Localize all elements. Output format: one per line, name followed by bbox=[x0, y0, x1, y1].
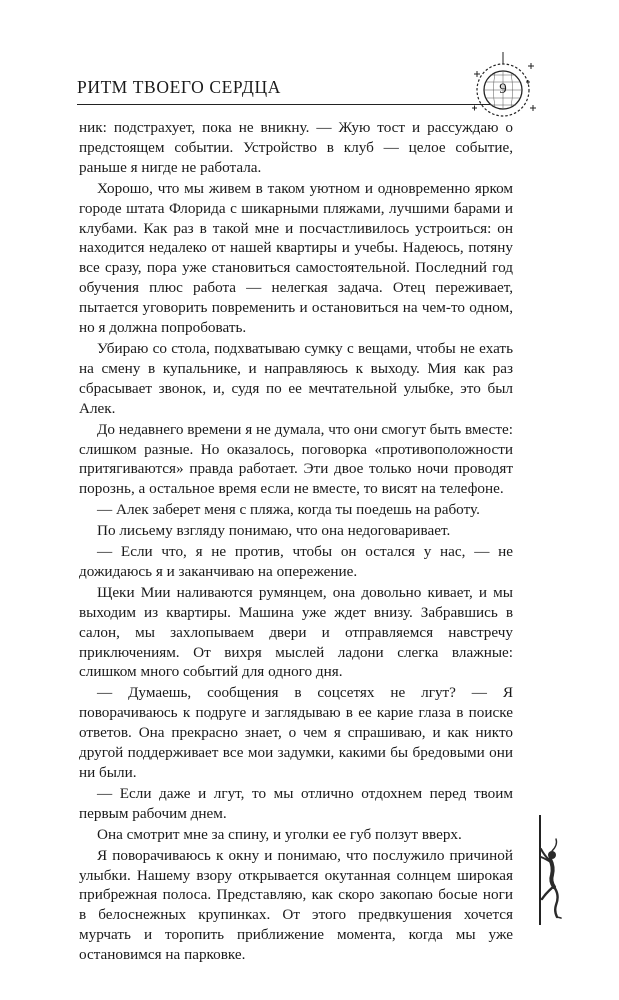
running-title: РИТМ ТВОЕГО СЕРДЦА bbox=[77, 77, 281, 97]
page-number: 9 bbox=[499, 81, 507, 97]
paragraph: Я поворачиваюсь к окну и понимаю, что послужило причиной улыбки. Нашему взору открывается окутанная солнцем широкая прибрежная полоса. Представляю, как скоро закопаю босые ноги в белоснежных крупинках. От этого предвкушения хочется мурчать и торопить приближение момента, когда мы уже остановимся на парковке. bbox=[79, 846, 513, 964]
paragraph: Она смотрит мне за спину, и уголки ее губ ползут вверх. bbox=[97, 825, 462, 843]
header-rule bbox=[77, 104, 514, 105]
pole-dancer-decoration bbox=[530, 815, 570, 925]
paragraph: ник: подстрахует, пока не вникну. — Жую тост и рассуждаю о предстоящем событии. Устройство в клуб — целое событие, раньше я нигде не работала. bbox=[79, 119, 513, 176]
paragraph: Хорошо, что мы живем в таком уютном и одновременно ярком городе штата Флорида с шикарными пляжами, лучшими барами и клубами. Как раз в такой мне и посчастливилось устроиться: он находится недалеко от нашей квартиры и учебы. Надеюсь, потяну все сразу, пора уже становиться самостоятельной. Последний год обучения плюс работа — нелегкая задача. Отец переживает, пытается уговорить повременить и остановиться на чем-то одном, но я должна попробовать. bbox=[79, 179, 513, 337]
pole-dancer-icon bbox=[530, 815, 570, 925]
paragraph: — Если даже и лгут, то мы отлично отдохнем перед твоим первым рабочим днем. bbox=[79, 784, 513, 822]
page-number-badge bbox=[466, 52, 540, 126]
paragraph: Щеки Мии наливаются румянцем, она довольно кивает, и мы выходим из квартиры. Машина уже ждет внизу. Забравшись в салон, мы захлопываем двери и отправляемся навстречу приключениям. От вихря мыслей ладони слегка влажные: слишком много событий для одного дня. bbox=[79, 583, 513, 681]
page-header bbox=[77, 70, 514, 106]
paragraph: — Алек заберет меня с пляжа, когда ты поедешь на работу. bbox=[97, 501, 480, 519]
paragraph: Убираю со стола, подхватываю сумку с вещами, чтобы не ехать на смену в купальнике, и направляюсь к выходу. Мия как раз сбрасывает звонок, и, судя по ее мечтательной улыбке, это был Алек. bbox=[79, 339, 513, 417]
body-text bbox=[79, 118, 513, 965]
paragraph: До недавнего времени я не думала, что они смогут быть вместе: слишком разные. Но оказалось, поговорка «противоположности притягиваются» правда работает. Эти двое только ночи проводят порознь, а остальное время если не вместе, то висят на телефоне. bbox=[79, 420, 513, 498]
paragraph: — Думаешь, сообщения в соцсетях не лгут? — Я поворачиваюсь к подруге и заглядываю в ее карие глаза в поиске ответов. Она прекрасно знает, о чем я спрашиваю, и как никто другой поддерживает все мои задумки, какими бы бредовыми они ни были. bbox=[79, 684, 513, 781]
paragraph: — Если что, я не против, чтобы он остался у нас, — не дожидаюсь я и заканчиваю на опережение. bbox=[79, 543, 513, 580]
paragraph: По лисьему взгляду понимаю, что она недоговаривает. bbox=[97, 522, 451, 540]
